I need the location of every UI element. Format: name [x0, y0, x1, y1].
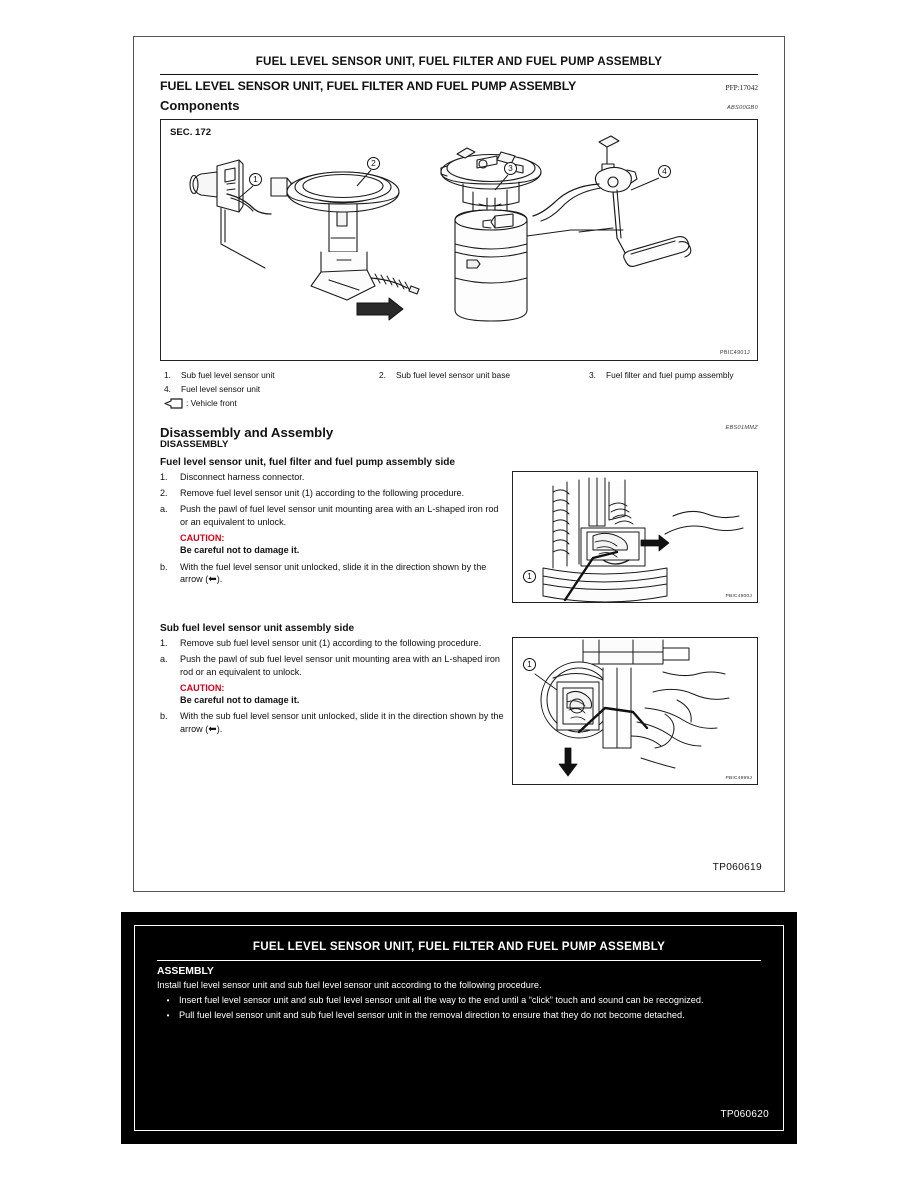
component-figure	[160, 119, 758, 361]
callout-1: 1	[249, 173, 262, 186]
step-text: With the sub fuel level sensor unit unlocked, slide it in the direction shown by the arrow (	[180, 711, 504, 735]
disassembly-heading-row	[160, 425, 758, 450]
step-text: Remove fuel level sensor unit (1) according to the following procedure.	[180, 488, 465, 499]
step-text: Disconnect harness connector.	[180, 472, 305, 482]
section-title-row	[160, 75, 758, 93]
disassembly-ref-code: EBS01MMZ	[725, 425, 758, 431]
legend-item-2	[379, 368, 589, 382]
pfp-code: PFP:17042	[725, 83, 758, 92]
running-head: FUEL LEVEL SENSOR UNIT, FUEL FILTER AND FUEL PUMP ASSEMBLY	[255, 55, 663, 68]
disassembly-title: Disassembly and Assembly	[160, 425, 334, 440]
legend-item-1	[164, 368, 379, 382]
negative-footer-code: TP060620	[720, 1109, 769, 1120]
assembly-step	[157, 994, 761, 1007]
page-footer-code: TP060619	[712, 862, 762, 873]
assembly-step	[157, 1009, 761, 1022]
callout-4: 4	[658, 165, 671, 178]
step	[160, 561, 504, 587]
illustration-b-callout: 1	[523, 658, 536, 671]
illustration-a-drawing	[513, 472, 757, 602]
legend-row	[164, 382, 758, 396]
caution-block	[160, 682, 504, 707]
vehicle-front-arrow-icon	[164, 398, 186, 409]
bullet-icon: •	[166, 1011, 170, 1020]
illustration-a-callout: 1	[523, 570, 536, 583]
step-marker: 1.	[160, 638, 168, 648]
legend-number: 1.	[164, 370, 171, 380]
caution-block	[160, 532, 504, 557]
assembly-intro: Install fuel level sensor unit and sub fuel level sensor unit according to the following procedure.	[157, 980, 542, 990]
step	[160, 637, 504, 650]
page-content	[134, 37, 784, 891]
step-text: Remove sub fuel level sensor unit (1) according to the following procedure.	[180, 638, 482, 648]
illustration-code: PBIC4900J	[725, 594, 752, 599]
vehicle-front-row	[164, 396, 758, 411]
legend-label: Fuel level sensor unit	[181, 384, 261, 394]
assembly-step-text: Insert fuel level sensor unit and sub fuel level sensor unit all the way to the end until a “click” touch and sound can be recognized.	[179, 995, 704, 1005]
negative-header-rule	[157, 960, 761, 961]
section-b-body	[160, 637, 758, 785]
legend-item-4	[164, 382, 379, 396]
step-marker	[160, 682, 180, 707]
illustration-b	[512, 637, 758, 785]
step	[160, 503, 504, 528]
step-marker: a.	[160, 654, 168, 665]
callout-leader-lines	[161, 120, 759, 360]
components-ref-code: ABS00GB0	[726, 105, 758, 111]
section-a-heading: Fuel level sensor unit, fuel filter and fuel pump assembly side	[160, 457, 456, 468]
negative-panel-content	[134, 925, 784, 1131]
step-marker: a.	[160, 504, 168, 515]
step-text: With the fuel level sensor unit unlocked, slide it in the direction shown by the arrow (	[180, 561, 487, 585]
manual-page-sheet	[133, 36, 785, 892]
step-text: Push the pawl of sub fuel level sensor unit mounting area with an L-shaped iron rod or an equivalent to unlock.	[180, 654, 500, 677]
disassembly-subtitle: DISASSEMBLY	[160, 439, 229, 450]
illustration-b-drawing	[513, 638, 757, 784]
legend-label: Sub fuel level sensor unit base	[396, 370, 511, 380]
step	[160, 487, 504, 500]
caution-text: Be careful not to damage it.	[180, 545, 300, 556]
caution-label: CAUTION:	[180, 682, 225, 693]
legend-number: 2.	[379, 370, 386, 380]
caution-label: CAUTION:	[180, 532, 225, 543]
step-marker: b.	[160, 711, 168, 722]
legend-number: 4.	[164, 384, 171, 394]
section-b-heading: Sub fuel level sensor unit assembly side	[160, 623, 355, 634]
section-a-body	[160, 471, 758, 603]
legend-label: Sub fuel level sensor unit	[181, 370, 275, 380]
section-a-steps	[160, 471, 504, 603]
legend-label: Fuel filter and fuel pump assembly	[606, 370, 734, 380]
legend-row	[164, 368, 758, 382]
negative-running-head: FUEL LEVEL SENSOR UNIT, FUEL FILTER AND FUEL PUMP ASSEMBLY	[252, 940, 666, 953]
step	[160, 653, 504, 678]
section-title: FUEL LEVEL SENSOR UNIT, FUEL FILTER AND FUEL PUMP ASSEMBLY	[160, 79, 577, 93]
components-heading-row	[160, 98, 758, 113]
vehicle-front-label: : Vehicle front	[186, 398, 237, 408]
step-marker: 2.	[160, 488, 168, 499]
figure-legend	[160, 368, 758, 411]
negative-manual-panel	[121, 912, 797, 1144]
callout-2: 2	[367, 157, 380, 170]
assembly-step-text: Pull fuel level sensor unit and sub fuel level sensor unit in the removal direction to ensure that they do not become detached.	[179, 1010, 685, 1020]
step-text-after: ).	[216, 724, 223, 735]
step	[160, 710, 504, 736]
step-text-after: ).	[216, 574, 223, 585]
callout-3: 3	[504, 162, 517, 175]
caution-text: Be careful not to damage it.	[180, 695, 300, 706]
section-b-steps	[160, 637, 504, 785]
bullet-icon: •	[166, 996, 170, 1005]
figure-code: PBIC4901J	[720, 350, 750, 356]
step	[160, 471, 504, 484]
step-marker: 1.	[160, 472, 168, 482]
illustration-code: PBIC4899J	[725, 776, 752, 781]
sec-label: SEC. 172	[170, 127, 212, 138]
step-marker: b.	[160, 561, 168, 572]
legend-number: 3.	[589, 370, 596, 380]
legend-item-3	[589, 368, 734, 382]
assembly-subtitle: ASSEMBLY	[157, 966, 214, 977]
arrow-left-icon: ⬅	[208, 574, 217, 586]
illustration-a	[512, 471, 758, 603]
step-text: Push the pawl of fuel level sensor unit mounting area with an L-shaped iron rod or an equivalent to unlock.	[180, 504, 499, 527]
arrow-left-icon: ⬅	[208, 724, 217, 736]
components-heading: Components	[160, 98, 240, 113]
step-marker	[160, 532, 180, 557]
